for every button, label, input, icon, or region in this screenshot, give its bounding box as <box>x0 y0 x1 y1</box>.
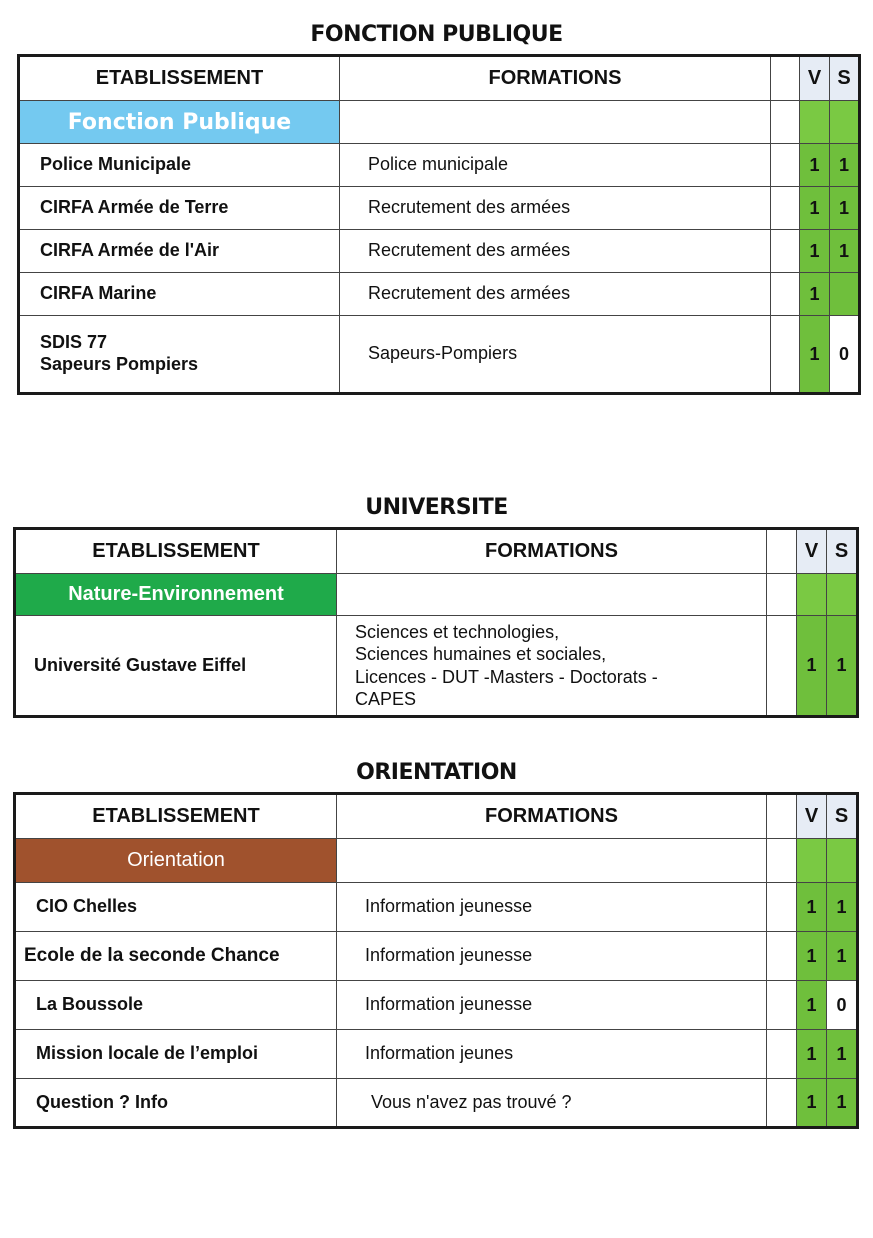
v-cell: 1 <box>797 616 827 717</box>
header-etablissement: ETABLISSEMENT <box>19 56 340 101</box>
blank-cell <box>767 981 797 1030</box>
header-etablissement: ETABLISSEMENT <box>15 529 337 574</box>
header-s: S <box>830 56 860 101</box>
section-title-orientation: ORIENTATION <box>356 760 517 785</box>
category-s-cell <box>830 101 860 144</box>
v-cell: 1 <box>797 1030 827 1079</box>
etablissement-cell: Mission locale de l’emploi <box>15 1030 337 1079</box>
header-blank <box>771 56 800 101</box>
header-etablissement: ETABLISSEMENT <box>15 794 337 839</box>
etablissement-cell: CIO Chelles <box>15 883 337 932</box>
etablissement-cell: Question ? Info <box>15 1079 337 1128</box>
category-s-cell <box>827 839 858 883</box>
blank-cell <box>771 187 800 230</box>
table-row <box>19 144 860 187</box>
s-cell <box>830 273 860 316</box>
etablissement-cell: Université Gustave Eiffel <box>15 616 337 717</box>
s-cell: 1 <box>827 616 858 717</box>
table-row <box>15 883 858 932</box>
category-blank <box>767 839 797 883</box>
blank-cell <box>767 1079 797 1128</box>
category-formations-empty <box>340 101 771 144</box>
header-row <box>19 56 860 101</box>
s-cell: 1 <box>827 1079 858 1128</box>
category-v-cell <box>797 574 827 616</box>
table-row <box>19 230 860 273</box>
category-formations-empty <box>337 574 767 616</box>
formations-line: Sciences et technologies, <box>355 621 560 642</box>
category-blank <box>767 574 797 616</box>
v-cell: 1 <box>797 932 827 981</box>
table-row <box>19 187 860 230</box>
table-universite <box>13 527 859 718</box>
blank-cell <box>771 316 800 394</box>
etablissement-cell: CIRFA Armée de l'Air <box>19 230 340 273</box>
blank-cell <box>771 230 800 273</box>
header-blank <box>767 794 797 839</box>
formations-cell: Recrutement des armées <box>340 187 771 230</box>
table-row <box>15 1079 858 1128</box>
v-cell: 1 <box>800 273 830 316</box>
header-formations: FORMATIONS <box>337 794 767 839</box>
table-orientation <box>13 792 859 1129</box>
etablissement-cell: Ecole de la seconde Chance <box>15 932 337 981</box>
category-formations-empty <box>337 839 767 883</box>
category-row <box>15 839 858 883</box>
section-title-fonction-publique: FONCTION PUBLIQUE <box>310 22 563 47</box>
v-cell: 1 <box>797 981 827 1030</box>
category-blank <box>771 101 800 144</box>
s-cell: 1 <box>830 144 860 187</box>
category-label: Orientation <box>15 839 337 883</box>
table-row <box>15 981 858 1030</box>
category-row <box>15 574 858 616</box>
formations-line: Sciences humaines et sociales, <box>355 644 607 664</box>
etablissement-cell: CIRFA Armée de Terre <box>19 187 340 230</box>
etablissement-cell: La Boussole <box>15 981 337 1030</box>
v-cell: 1 <box>800 230 830 273</box>
header-formations: FORMATIONS <box>337 529 767 574</box>
category-row <box>19 101 860 144</box>
s-cell: 1 <box>830 230 860 273</box>
blank-cell <box>771 273 800 316</box>
blank-cell <box>767 932 797 981</box>
category-label: Fonction Publique <box>19 101 340 144</box>
table-row <box>15 616 858 717</box>
header-formations: FORMATIONS <box>340 56 771 101</box>
v-cell: 1 <box>800 187 830 230</box>
blank-cell <box>767 1030 797 1079</box>
formations-cell: Recrutement des armées <box>340 230 771 273</box>
formations-line: CAPES <box>355 689 417 709</box>
formations-line: Licences - DUT -Masters - Doctorats - <box>355 666 658 687</box>
formations-cell: Police municipale <box>340 144 771 187</box>
formations-cell: Recrutement des armées <box>340 273 771 316</box>
header-row <box>15 794 858 839</box>
blank-cell <box>767 883 797 932</box>
category-s-cell <box>827 574 858 616</box>
s-cell: 1 <box>830 187 860 230</box>
v-cell: 1 <box>797 1079 827 1128</box>
etablissement-cell <box>19 316 340 394</box>
v-cell: 1 <box>800 144 830 187</box>
formations-cell <box>337 616 767 717</box>
table-row <box>15 1030 858 1079</box>
header-blank <box>767 529 797 574</box>
formations-cell: Information jeunesse <box>337 883 767 932</box>
table-row <box>19 273 860 316</box>
v-cell: 1 <box>797 883 827 932</box>
formations-cell: Information jeunesse <box>337 981 767 1030</box>
v-cell: 1 <box>800 316 830 394</box>
table-fonction-publique <box>17 54 861 395</box>
s-cell: 1 <box>827 883 858 932</box>
formations-cell: Vous n'avez pas trouvé ? <box>337 1079 767 1128</box>
s-cell: 0 <box>827 981 858 1030</box>
etablissement-line: Sapeurs Pompiers <box>40 354 199 374</box>
etablissement-line: SDIS 77 <box>40 332 108 353</box>
formations-cell: Information jeunesse <box>337 932 767 981</box>
category-label: Nature-Environnement <box>15 574 337 616</box>
table-row <box>15 932 858 981</box>
header-v: V <box>797 529 827 574</box>
etablissement-cell: CIRFA Marine <box>19 273 340 316</box>
header-v: V <box>800 56 830 101</box>
category-v-cell <box>797 839 827 883</box>
section-title-universite: UNIVERSITE <box>365 495 508 520</box>
header-s: S <box>827 529 858 574</box>
formations-cell: Sapeurs-Pompiers <box>340 316 771 394</box>
blank-cell <box>767 616 797 717</box>
header-s: S <box>827 794 858 839</box>
s-cell: 0 <box>830 316 860 394</box>
s-cell: 1 <box>827 932 858 981</box>
header-row <box>15 529 858 574</box>
etablissement-cell: Police Municipale <box>19 144 340 187</box>
blank-cell <box>771 144 800 187</box>
category-v-cell <box>800 101 830 144</box>
s-cell: 1 <box>827 1030 858 1079</box>
header-v: V <box>797 794 827 839</box>
table-row <box>19 316 860 394</box>
formations-cell: Information jeunes <box>337 1030 767 1079</box>
